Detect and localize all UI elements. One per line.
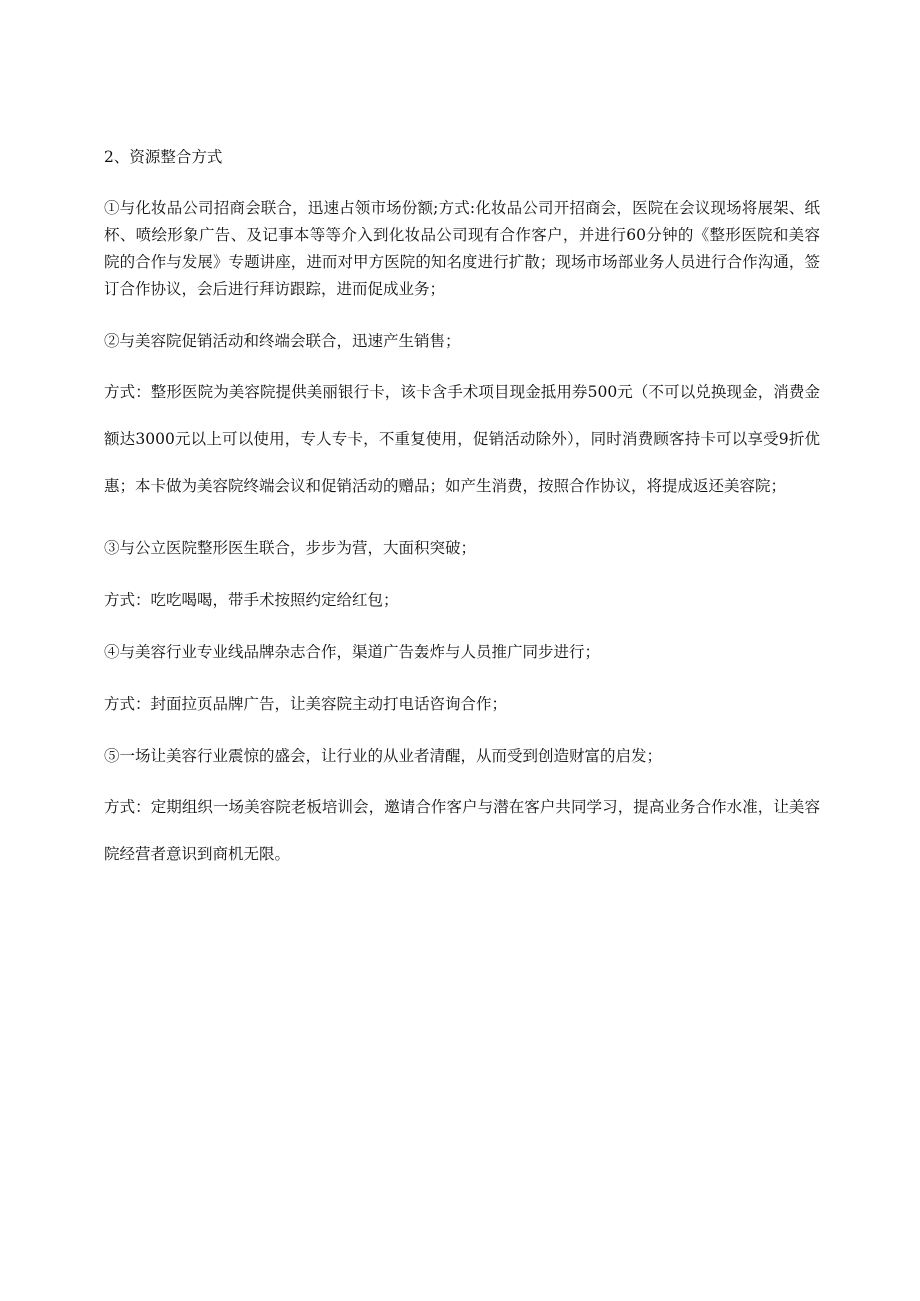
paragraph-item-1: ①与化妆品公司招商会联合，迅速占领市场份额;方式:化妆品公司开招商会，医院在会议现场将展架、纸杯、喷绘形象广告、及记事本等等介入到化妆品公司现有合作客户，并进行60分钟的《整形医院和美容院的合作与发展》专题讲座，进而对甲方医院的知名度进行扩散；现场市场部业务人员进行合作沟通，签订合作协议，会后进行拜访跟踪，进而促成业务； [104,199,820,298]
paragraph-method-5: 方式：定期组织一场美容院老板培训会，邀请合作客户与潜在客户共同学习，提高业务合作水准，让美容院经营者意识到商机无限。 [104,798,820,863]
paragraph-item-5: ⑤一场让美容行业震惊的盛会，让行业的从业者清醒，从而受到创造财富的启发； [104,747,663,765]
paragraph-item-4: ④与美容行业专业线品牌杂志合作，渠道广告轰炸与人员推广同步进行； [104,643,601,661]
paragraph-method-4: 方式：封面拉页品牌广告，让美容院主动打电话咨询合作； [104,695,508,713]
paragraph-method-3: 方式：吃吃喝喝，带手术按照约定给红包； [104,591,399,609]
paragraph-item-2: ②与美容院促销活动和终端会联合，迅速产生销售； [104,332,461,350]
paragraph-item-3: ③与公立医院整形医生联合，步步为营，大面积突破； [104,539,477,557]
section-heading: 2、资源整合方式 [104,148,223,166]
document-page [104,143,820,878]
paragraph-method-2: 方式：整形医院为美容院提供美丽银行卡，该卡含手术项目现金抵用券500元（不可以兑换现金，消费金额达3000元以上可以使用，专人专卡，不重复使用，促销活动除外），同时消费顾客持卡可以享受9折优惠；本卡做为美容院终端会议和促销活动的赠品；如产生消费，按照合作协议，将提成返还美容院； [104,383,820,495]
